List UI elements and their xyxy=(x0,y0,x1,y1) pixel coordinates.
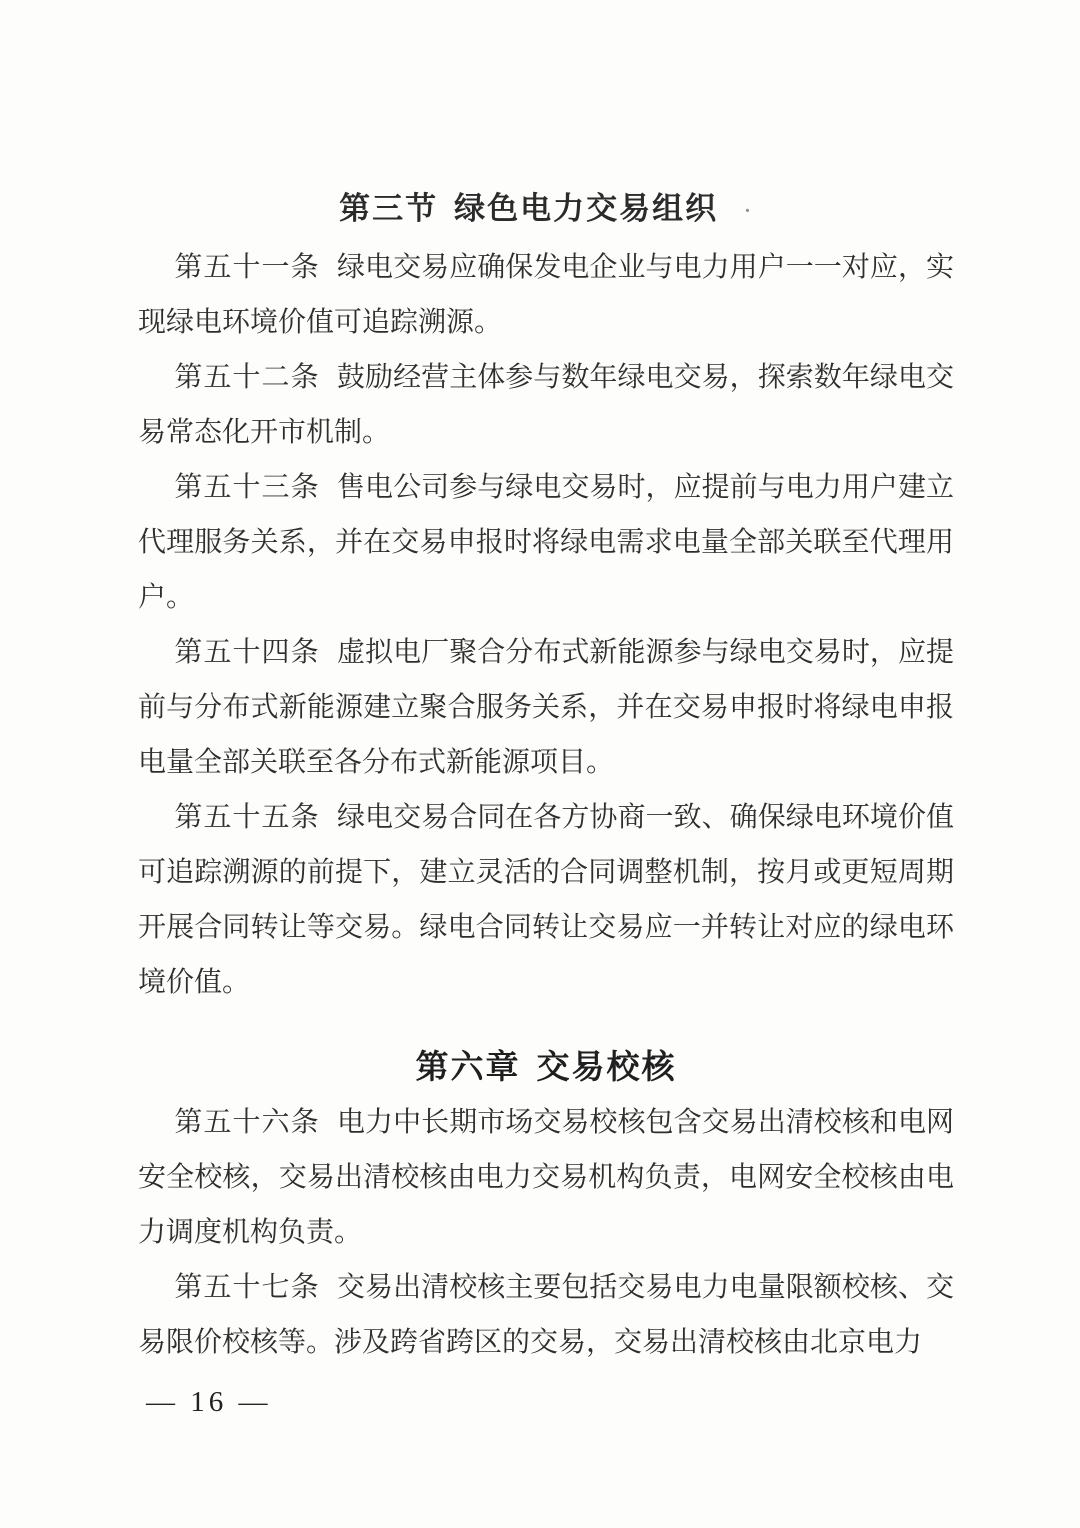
article-53 xyxy=(138,460,954,625)
article-number: 第五十五条 xyxy=(174,802,320,834)
article-text: 鼓励经营主体参与数年绿电交易，探索数年绿电交易常态化开市机制。 xyxy=(138,362,954,449)
article-text: 绿电交易应确保发电企业与电力用户一一对应，实现绿电环境价值可追踪溯源。 xyxy=(138,252,954,339)
section-title: 绿色电力交易组织 xyxy=(454,191,719,226)
article-52 xyxy=(138,350,954,460)
article-54 xyxy=(138,625,954,790)
article-number: 第五十三条 xyxy=(174,472,320,504)
article-text: 虚拟电厂聚合分布式新能源参与绿电交易时，应提前与分布式新能源建立聚合服务关系，并在交易申报时将绿电申报电量全部关联至各分布式新能源项目。 xyxy=(138,637,954,779)
article-number: 第五十六条 xyxy=(174,1107,320,1139)
chapter-title: 交易校核 xyxy=(536,1048,677,1086)
section-number: 第三节 xyxy=(339,191,439,226)
article-number: 第五十七条 xyxy=(174,1272,320,1304)
article-text: 绿电交易合同在各方协商一致、确保绿电环境价值可追踪溯源的前提下，建立灵活的合同调整机制，按月或更短周期开展合同转让等交易。绿电合同转让交易应一并转让对应的绿电环境价值。 xyxy=(138,802,954,999)
text-block xyxy=(138,0,954,1428)
stray-dot-mark: · xyxy=(744,200,753,223)
chapter-heading xyxy=(138,1038,954,1095)
article-55 xyxy=(138,790,954,1010)
section-heading xyxy=(138,180,954,240)
article-51 xyxy=(138,240,954,350)
page-number: — 16 — xyxy=(146,1386,272,1419)
article-number: 第五十四条 xyxy=(174,637,320,669)
article-text: 交易出清校核主要包括交易电力电量限额校核、交易限价校核等。涉及跨省跨区的交易，交易出清校核由北京电力 xyxy=(138,1272,954,1359)
article-text: 电力中长期市场交易校核包含交易出清校核和电网安全校核，交易出清校核由电力交易机构负责，电网安全校核由电力调度机构负责。 xyxy=(138,1107,954,1249)
article-text: 售电公司参与绿电交易时，应提前与电力用户建立代理服务关系，并在交易申报时将绿电需求电量全部关联至代理用户。 xyxy=(138,472,954,614)
article-56 xyxy=(138,1095,954,1260)
chapter-number: 第六章 xyxy=(415,1048,521,1086)
article-number: 第五十一条 xyxy=(174,252,320,284)
article-number: 第五十二条 xyxy=(174,362,320,394)
article-57 xyxy=(138,1260,954,1370)
